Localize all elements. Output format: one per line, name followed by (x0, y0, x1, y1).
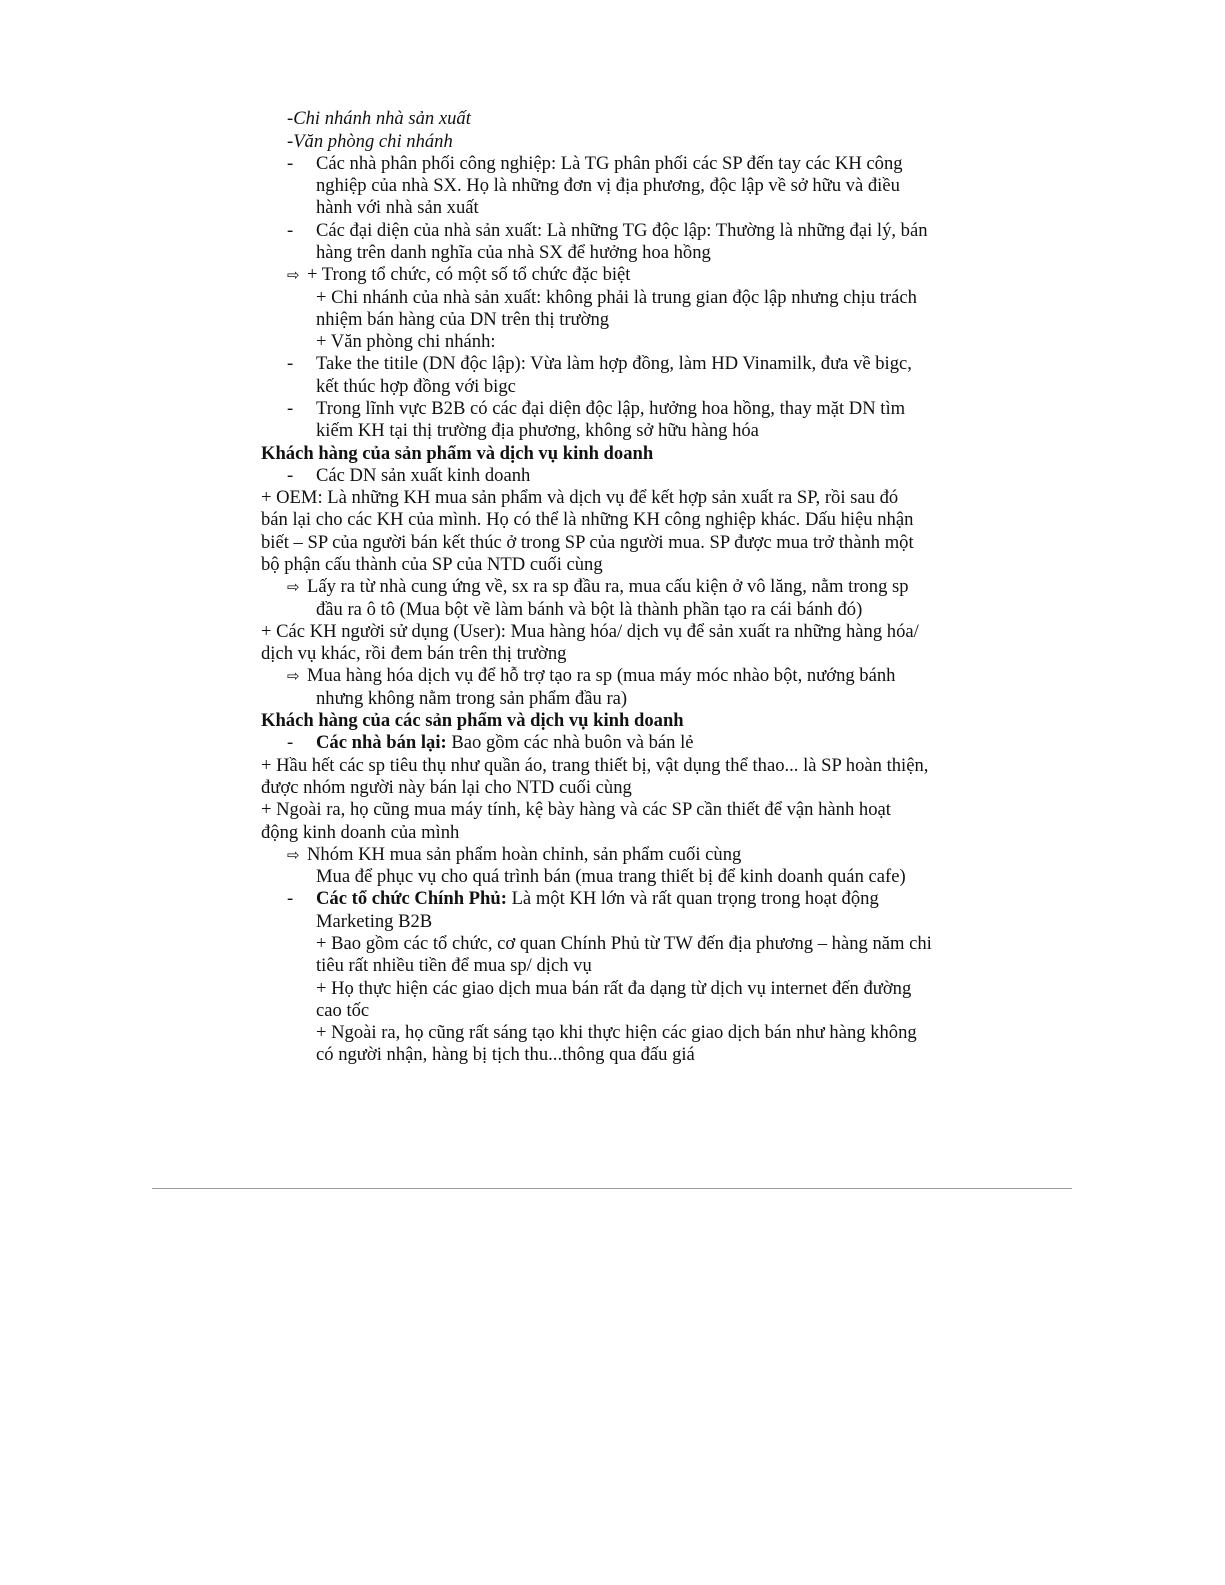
arrow-line (287, 665, 895, 687)
text-line: -Chi nhánh nhà sản xuất (287, 108, 471, 129)
text-line: Mua hàng hóa dịch vụ để hỗ trợ tạo ra sp (mua máy móc nhào bột, nướng bánh (307, 665, 896, 686)
text-line: bán lại cho các KH của mình. Họ có thể là những KH công nghiệp khác. Dấu hiệu nhận (261, 509, 914, 530)
bullet-dash: - (287, 732, 294, 753)
text-line: hành với nhà sản xuất (316, 197, 479, 218)
bold-term: Các nhà bán lại: (316, 732, 447, 753)
text-line: + Các KH người sử dụng (User): Mua hàng hóa/ dịch vụ để sản xuất ra những hàng hóa/ (261, 621, 919, 642)
bullet-dash: - (287, 888, 294, 909)
text-line: Lấy ra từ nhà cung ứng về, sx ra sp đầu ra, mua cấu kiện ở vô lăng, nằm trong sp (307, 576, 909, 597)
text-line: -Văn phòng chi nhánh (287, 131, 453, 152)
text-line: được nhóm người này bán lại cho NTD cuối cùng (261, 777, 632, 798)
text-line: + OEM: Là những KH mua sản phẩm và dịch vụ để kết hợp sản xuất ra SP, rồi sau đó (261, 487, 899, 508)
text-line: + Trong tổ chức, có một số tổ chức đặc biệt (307, 264, 631, 285)
text-line: cao tốc (316, 1000, 370, 1021)
text-line: hàng trên danh nghĩa của nhà SX để hưởng hoa hồng (316, 242, 711, 263)
text-line: Các DN sản xuất kinh doanh (316, 465, 531, 486)
text-line: Các nhà phân phối công nghiệp: Là TG phân phối các SP đến tay các KH công (316, 153, 903, 174)
text-line: kết thúc hợp đồng với bigc (316, 376, 516, 397)
text-line: kiếm KH tại thị trường địa phương, không sở hữu hàng hóa (316, 420, 759, 441)
text-line: đầu ra ô tô (Mua bột về làm bánh và bột là thành phần tạo ra cái bánh đó) (316, 599, 863, 620)
text-line: Marketing B2B (316, 911, 433, 932)
bullet-dash: - (287, 220, 294, 241)
text-line: Trong lĩnh vực B2B có các đại diện độc lập, hưởng hoa hồng, thay mặt DN tìm (316, 398, 906, 419)
page-divider (152, 1188, 1072, 1189)
text-line: + Bao gồm các tổ chức, cơ quan Chính Phủ từ TW đến địa phương – hàng năm chi (316, 933, 932, 954)
text-line: + Ngoài ra, họ cũng mua máy tính, kệ bày hàng và các SP cần thiết để vận hành hoạt (261, 799, 891, 820)
text-line: + Họ thực hiện các giao dịch mua bán rất đa dạng từ dịch vụ internet đến đường (316, 978, 912, 999)
text-line: tiêu rất nhiều tiền để mua sp/ dịch vụ (316, 955, 592, 976)
text-line: Các đại diện của nhà sản xuất: Là những TG độc lập: Thường là những đại lý, bán (316, 220, 928, 241)
text-line: có người nhận, hàng bị tịch thu...thông qua đấu giá (316, 1044, 695, 1065)
arrow-line (287, 264, 630, 286)
section-heading: Khách hàng của sản phẩm và dịch vụ kinh doanh (261, 443, 654, 464)
text-line: dịch vụ khác, rồi đem bán trên thị trường (261, 643, 567, 664)
text-line: nhiệm bán hàng của DN trên thị trường (316, 309, 610, 330)
text-line: biết – SP của người bán kết thúc ở trong SP của người mua. SP được mua trở thành một (261, 532, 914, 553)
text-line: nhưng không nằm trong sản phẩm đầu ra) (316, 688, 628, 709)
text-line: + Chi nhánh của nhà sản xuất: không phải là trung gian độc lập nhưng chịu trách (316, 287, 917, 308)
bullet-dash: - (287, 398, 294, 419)
text-line: Nhóm KH mua sản phẩm hoàn chỉnh, sản phẩm cuối cùng (307, 844, 742, 865)
arrow-icon: ⇨ (287, 846, 300, 864)
text-line: + Ngoài ra, họ cũng rất sáng tạo khi thực hiện các giao dịch bán như hàng không (316, 1022, 917, 1043)
bullet-dash: - (287, 153, 294, 174)
text-line: Take the titile (DN độc lập): Vừa làm hợp đồng, làm HD Vinamilk, đưa về bigc, (316, 353, 912, 374)
text-line: nghiệp của nhà SX. Họ là những đơn vị địa phương, độc lập về sở hữu và điều (316, 175, 900, 196)
bullet-dash: - (287, 353, 294, 374)
bullet-dash: - (287, 465, 294, 486)
text-span: Bao gồm các nhà buôn và bán lẻ (446, 732, 694, 753)
text-line: động kinh doanh của mình (261, 822, 460, 843)
bold-term: Các tổ chức Chính Phủ: (316, 888, 507, 909)
arrow-line (287, 576, 909, 598)
text-line: + Hầu hết các sp tiêu thụ như quần áo, trang thiết bị, vật dụng thể thao... là SP hoàn thiện, (261, 755, 929, 776)
section-heading: Khách hàng của các sản phẩm và dịch vụ kinh doanh (261, 710, 684, 731)
arrow-line (287, 844, 741, 866)
arrow-icon: ⇨ (287, 578, 300, 596)
text-span: Là một KH lớn và rất quan trọng trong hoạt động (506, 888, 879, 909)
text-line (316, 888, 879, 910)
text-line: Mua để phục vụ cho quá trình bán (mua trang thiết bị để kinh doanh quán cafe) (316, 866, 906, 887)
text-line: bộ phận cấu thành của SP của NTD cuối cùng (261, 554, 603, 575)
arrow-icon: ⇨ (287, 266, 300, 284)
text-line (316, 732, 694, 754)
arrow-icon: ⇨ (287, 667, 300, 685)
text-line: + Văn phòng chi nhánh: (316, 331, 496, 352)
